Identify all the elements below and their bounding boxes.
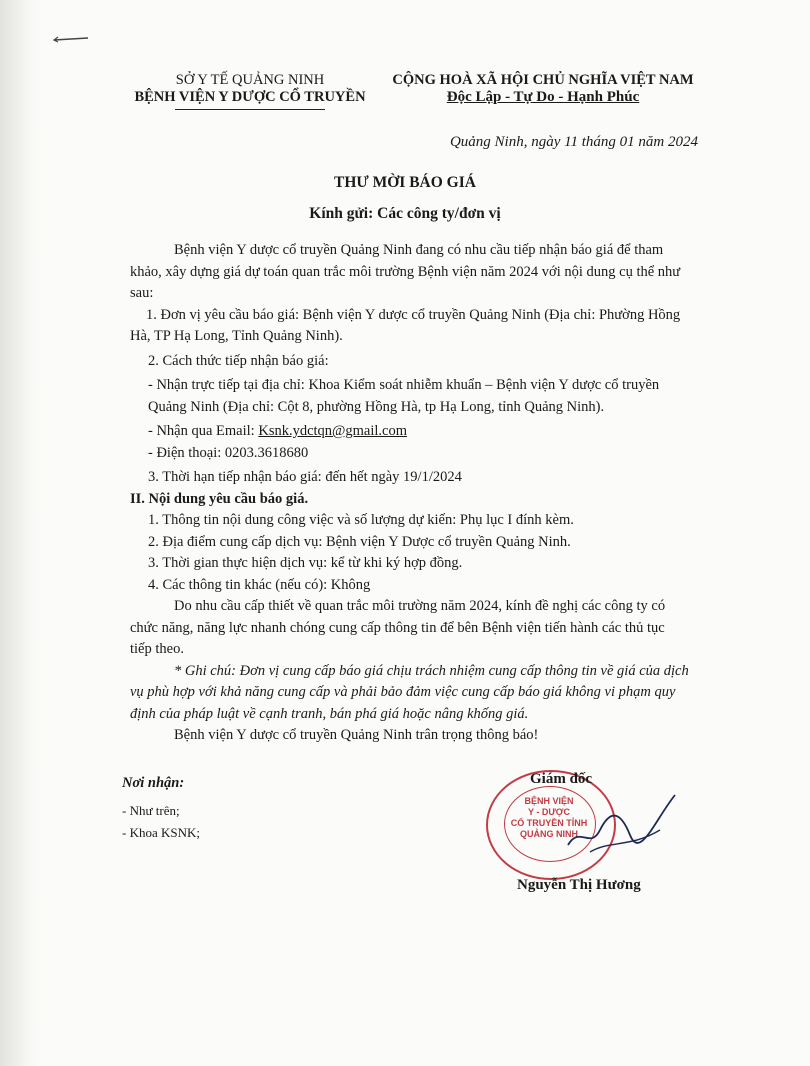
parent-agency: SỞ Y TẾ QUẢNG NINH [175,72,325,88]
greeting: Kính gửi: Các công ty/đơn vị [309,205,501,222]
dash-item-email [130,421,690,443]
header-underline [175,109,325,110]
signer-name: Nguyễn Thị Hương [517,877,641,893]
recipient-item: - Như trên; [122,803,180,818]
final-line: Bệnh viện Y dược cổ truyền Quảng Ninh trân trọng thông báo! [174,727,539,743]
item-3: 3. Thời hạn tiếp nhận báo giá: đến hết ngày 19/1/2024 [148,469,462,485]
pen-mark [52,34,92,44]
section-2-item-3: 3. Thời gian thực hiện dịch vụ: kể từ khi ký hợp đồng. [148,555,463,571]
section-2-item-2: 2. Địa điểm cung cấp dịch vụ: Bệnh viện Y Dược cổ truyền Quảng Ninh. [148,533,571,550]
agency-header [120,72,380,110]
closing-paragraph: Do nhu cầu cấp thiết về quan trắc môi trường năm 2024, kính đề nghị các công ty có chức năng, năng lực nhanh chóng cung cấp thông tin để bên Bệnh viện tiến hành các thủ tục tiếp theo. [130,598,666,657]
recipients-label: Nơi nhận: [122,775,185,791]
national-motto: Độc Lập - Tự Do - Hạnh Phúc [446,89,640,105]
section-2-item-1: 1. Thông tin nội dung công việc và số lượng dự kiến: Phụ lục I đính kèm. [148,512,574,528]
letter-body [130,240,690,747]
document-title: THƯ MỜI BÁO GIÁ [334,174,476,191]
handwritten-signature [560,790,680,860]
recipients-block [122,775,200,844]
note-paragraph: * Ghi chú: Đơn vị cung cấp báo giá chịu trách nhiệm cung cấp thông tin về giá của dịch vụ phù hợp với khả năng cung cấp và phải bảo đảm việc cung cấp báo giá không vi phạm quy định của pháp luật về cạnh tranh, bán phá giá hoặc nâng khống giá. [130,662,689,722]
item-2: 2. Cách thức tiếp nhận báo giá: [148,352,329,369]
stamp-line: QUẢNG NINH [520,829,578,839]
section-2-heading: II. Nội dung yêu cầu báo giá. [130,490,309,507]
stamp-line: BỆNH VIỆN [524,796,574,806]
date-line: Quảng Ninh, ngày 11 tháng 01 năm 2024 [449,134,698,150]
stamp-line: Y - DƯỢC [528,807,570,817]
scan-edge-shadow [0,0,40,1066]
signer-title: Giám đốc [530,771,593,787]
email-prefix: - Nhận qua Email: [148,423,259,439]
recipient-item: - Khoa KSNK; [122,825,200,840]
section-2-item-4: 4. Các thông tin khác (nếu có): Không [148,576,371,593]
email-link[interactable]: Ksnk.ydctqn@gmail.com [258,423,408,439]
dash-item-address: - Nhận trực tiếp tại địa chỉ: Khoa Kiểm soát nhiễm khuẩn – Bệnh viện Y dược cổ truyền Quảng Ninh (Địa chỉ: Cột 8, phường Hồng Hà, tp Hạ Long, tỉnh Quảng Ninh). [148,377,660,415]
national-header [388,72,698,106]
stamp-line: CỔ TRUYỀN TỈNH [510,818,588,828]
item-1: 1. Đơn vị yêu cầu báo giá: Bệnh viện Y dược cổ truyền Quảng Ninh (Địa chỉ: Phường Hồng Hà, TP Hạ Long, Tỉnh Quảng Ninh). [130,306,681,344]
country-name: CỘNG HOÀ XÃ HỘI CHỦ NGHĨA VIỆT NAM [392,72,694,88]
intro-paragraph: Bệnh viện Y dược cổ truyền Quảng Ninh đang có nhu cầu tiếp nhận báo giá để tham khảo, xây dựng giá dự toán quan trắc môi trường Bệnh viện năm 2024 với nội dung cụ thể như sau: [130,242,681,301]
hospital-name: BỆNH VIỆN Y DƯỢC CỔ TRUYỀN [134,89,366,105]
dash-item-phone: - Điện thoại: 0203.3618680 [148,444,309,461]
